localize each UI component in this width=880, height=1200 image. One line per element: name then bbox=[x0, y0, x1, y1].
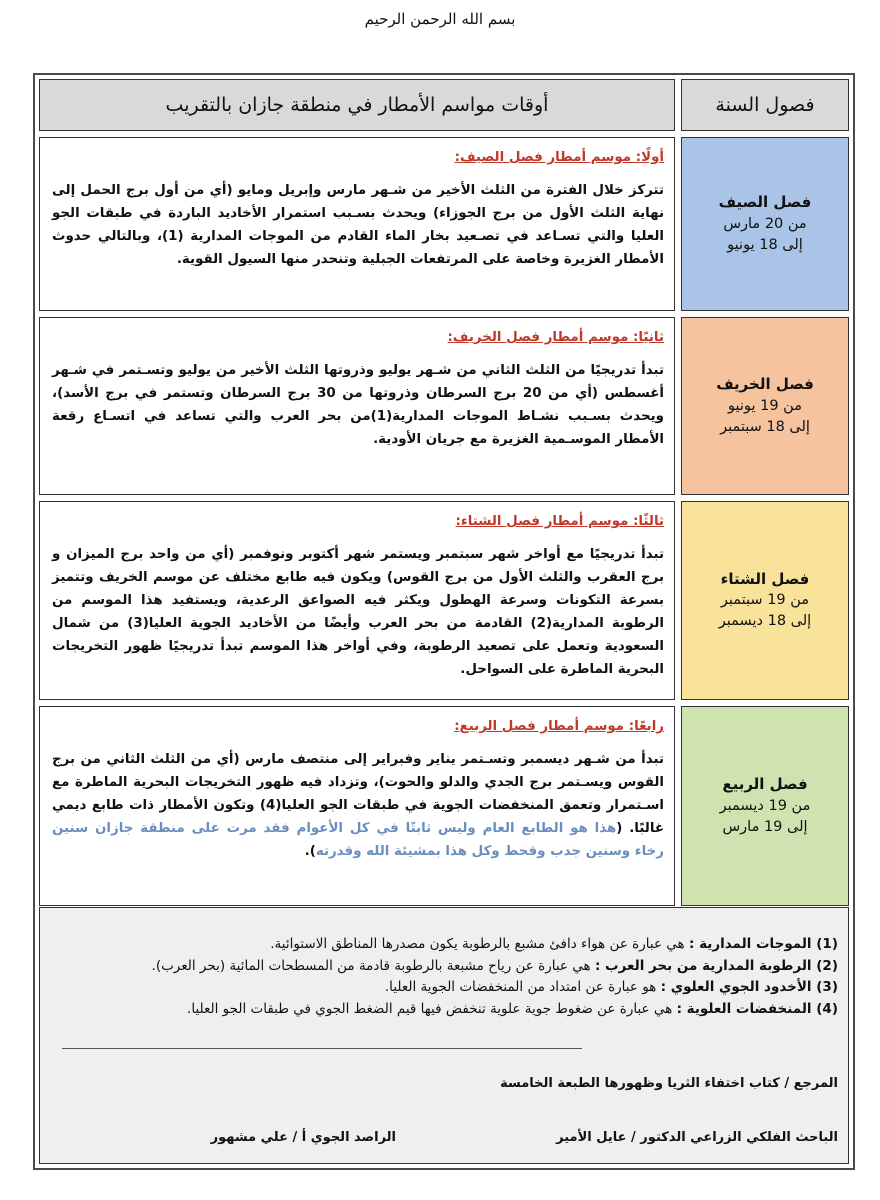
season-autumn bbox=[681, 317, 849, 495]
season-to: إلى 18 يونيو bbox=[727, 236, 803, 253]
season-from: من 19 يونيو bbox=[728, 397, 802, 414]
reference: المرجع / كتاب اختفاء الثريا وظهورها الطبعة الخامسة bbox=[500, 1076, 838, 1091]
row-winter bbox=[39, 501, 849, 700]
footnote-term: (4) المنخفضات العلوية : bbox=[676, 1000, 838, 1017]
footnote-term: (1) الموجات المدارية : bbox=[688, 936, 838, 952]
section-title: أولًا: موسم أمطار فصل الصيف: bbox=[454, 150, 664, 165]
footnotes-box bbox=[39, 907, 849, 1164]
season-to: إلى 18 سبتمبر bbox=[720, 418, 810, 435]
content-winter bbox=[39, 501, 675, 700]
season-from: من 19 ديسمبر bbox=[719, 797, 811, 814]
basmala: بسم الله الرحمن الرحيم bbox=[364, 10, 516, 28]
season-name: فصل الربيع bbox=[722, 775, 808, 794]
season-name: فصل الخريف bbox=[716, 375, 814, 394]
section-text-main: تبدأ من شـهر ديسمبر وتسـتمر يناير وفبراير إلى منتصف مارس (أي من الثلث الثاني من برج القوس ويسـتمر برج الجدي والدلو والحوت)، وتزداد فيه ظهور التخريجات البحرية الماطرة مع اسـتمرار وتعمق المنخفضات الجوية في طبقات الجو العليا(4) وتكون الأمطار ذات طابع ديمي غالبًا. ( bbox=[52, 752, 665, 837]
section-text: تتركز خلال الفترة من الثلث الأخير من شـهر مارس وإبريل ومايو (أي من أول برج الحمل إلى نهاية الثلث الأول من برج الجوزاء) ويحدث بسـبب استمرار الأخاديد الباردة في طبقات الجو العليا والتي تسـاعد في تصـعيد بخار الماء القادم من الموجات المدارية (1)، وبالتالي حدوث الأمطار الغزيرة وخاصة على المرتفعات الجبلية وتنحدر منها السيول القوية. bbox=[52, 183, 664, 268]
season-winter bbox=[681, 501, 849, 700]
table-header bbox=[39, 79, 849, 131]
row-autumn bbox=[39, 317, 849, 495]
season-name: فصل الصيف bbox=[718, 193, 812, 212]
season-from: من 19 سبتمبر bbox=[720, 592, 810, 609]
footnote-item bbox=[58, 977, 838, 999]
footnote-term: (2) الرطوبة المدارية من بحر العرب : bbox=[594, 957, 838, 974]
header-rain-times: أوقات مواسم الأمطار في منطقة جازان بالتقريب bbox=[39, 79, 675, 131]
season-to: إلى 19 مارس bbox=[722, 818, 808, 835]
footnote-item bbox=[58, 999, 838, 1021]
footnote-item bbox=[58, 956, 838, 978]
observer: الراصد الجوي أ / علي مشهور bbox=[210, 1130, 396, 1145]
footnote-def: هي عبارة عن ضغوط جوية علوية تنخفض فيها قيم الضغط الجوي في طبقات الجو العليا. bbox=[187, 1000, 673, 1017]
season-spring bbox=[681, 706, 849, 906]
section-title: ثالثًا: موسم أمطار فصل الشتاء: bbox=[455, 514, 664, 529]
seasons-table bbox=[39, 79, 849, 912]
seasons-table-frame bbox=[33, 73, 855, 1170]
section-title: رابعًا: موسم أمطار فصل الربيع: bbox=[454, 719, 664, 734]
footnote-def: هي عبارة عن هواء دافئ مشبع بالرطوبة يكون مصدرها المناطق الاستوائية. bbox=[270, 936, 685, 952]
content-spring bbox=[39, 706, 675, 906]
footnote-def: هو عبارة عن امتداد من المنخفضات الجوية العليا. bbox=[384, 979, 657, 996]
content-autumn bbox=[39, 317, 675, 495]
section-text bbox=[52, 748, 664, 863]
footnote-def: هي عبارة عن رياح مشبعة بالرطوبة قادمة من المسطحات المائية (بحر العرب). bbox=[151, 957, 591, 974]
season-summer bbox=[681, 137, 849, 311]
section-text: تبدأ تدريجيًا مع أواخر شهر سبتمبر ويستمر شهر أكتوبر ونوفمبر (أي من واحد برج الميزان و برج العقرب والثلث الأول من برج القوس) ويكون فيه طابع مختلف عن موسم الخريف وتتميز بسرعة التكونات وسرعة الهطول ويكثر فيه الصواعق الرعدية، ويستفيد هذا الموسم من الرطوبة المدارية(2) القادمة من بحر العرب وأيضًا من الأخاديد الجوية العليا(3) من شمال السعودية وتعمل على تصعيد الرطوبة، وفي أواخر هذا الموسم تبدأ تدريجيًا ظهور التخريجات البحرية الماطرة على السواحل. bbox=[52, 547, 664, 678]
season-from: من 20 مارس bbox=[723, 215, 807, 232]
content-summer bbox=[39, 137, 675, 311]
season-to: إلى 18 ديسمبر bbox=[718, 613, 812, 630]
section-note: هذا هو الطابع العام وليس ثابتًا في كل الأعوام فقد مرت على منطقة جازان سنين رخاء وسنين جدب وقحط وكل هذا بمشيئة الله وقدرته bbox=[52, 821, 664, 860]
section-title: ثانيًا: موسم أمطار فصل الخريف: bbox=[447, 330, 664, 345]
section-text: تبدأ تدريجيًا من الثلث الثاني من شـهر يوليو وذروتها الثلث الأخير من يوليو وتسـتمر في شـهر أغسطس (أي من 20 برج السرطان وذروتها من 30 برج السرطان وتستمر في برج الأسد)، ويحدث بسـبب نشـاط الموجات المدارية(1)من بحر العرب والتي تساعد في اتسـاع رقعة الأمطار الموسـمية الغزيرة مع جريان الأودية. bbox=[52, 363, 664, 448]
row-summer bbox=[39, 137, 849, 311]
author: الباحث الفلكي الزراعي الدكتور / عايل الأمير bbox=[556, 1130, 838, 1145]
footnote-item bbox=[58, 934, 838, 956]
section-text-end: ). bbox=[304, 844, 316, 860]
row-spring bbox=[39, 706, 849, 906]
season-name: فصل الشتاء bbox=[720, 569, 810, 588]
divider bbox=[62, 1048, 582, 1049]
footnote-term: (3) الأخدود الجوي العلوي : bbox=[660, 979, 838, 996]
header-seasons: فصول السنة bbox=[681, 79, 849, 131]
footnotes-list bbox=[58, 934, 838, 1020]
